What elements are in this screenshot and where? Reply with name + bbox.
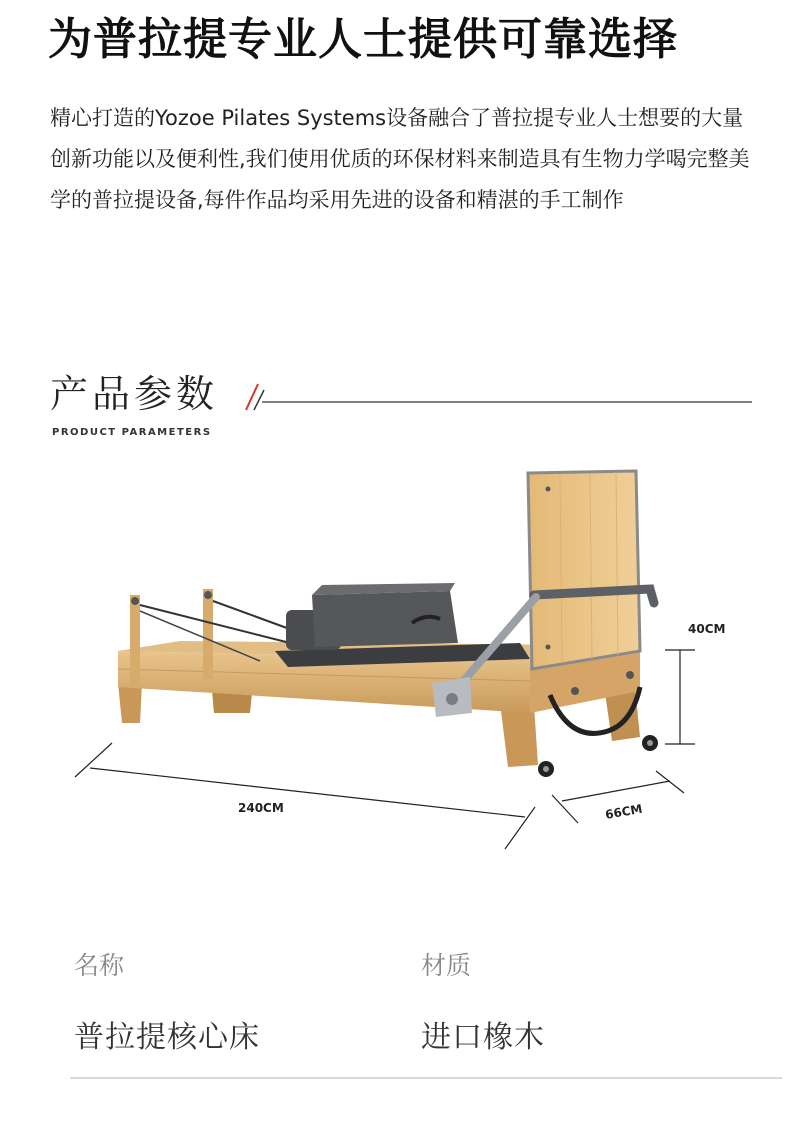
height-label: 40CM <box>688 622 726 636</box>
dark-slash <box>254 390 264 410</box>
intro-paragraph: 精心打造的Yozoe Pilates Systems设备融合了普拉提专业人士想要的大量创新功能以及便利性,我们使用优质的环保材料来制造具有生物力学喝完整美学的普拉提设备,每件作品均采用先进的设备和精湛的手工制作 <box>50 106 750 212</box>
length-label: 240CM <box>238 801 284 815</box>
reformer-frame <box>118 471 658 777</box>
spec-name-label: 名称 <box>74 951 125 980</box>
spec-material-label: 材质 <box>421 951 472 980</box>
section-subtitle: PRODUCT PARAMETERS <box>52 427 212 438</box>
spec-material-value: 进口橡木 <box>421 1020 545 1055</box>
length-dimension <box>75 743 535 849</box>
pilates-reformer-illustration <box>60 455 760 855</box>
width-label: 66CM <box>604 801 644 822</box>
spec-name-value: 普拉提核心床 <box>74 1020 260 1055</box>
height-dimension <box>665 650 695 744</box>
section-title: 产品参数 <box>50 372 219 416</box>
page-headline: 为普拉提专业人士提供可靠选择 <box>48 14 678 65</box>
bottom-divider <box>70 1077 782 1079</box>
section-title-rule <box>240 380 760 420</box>
